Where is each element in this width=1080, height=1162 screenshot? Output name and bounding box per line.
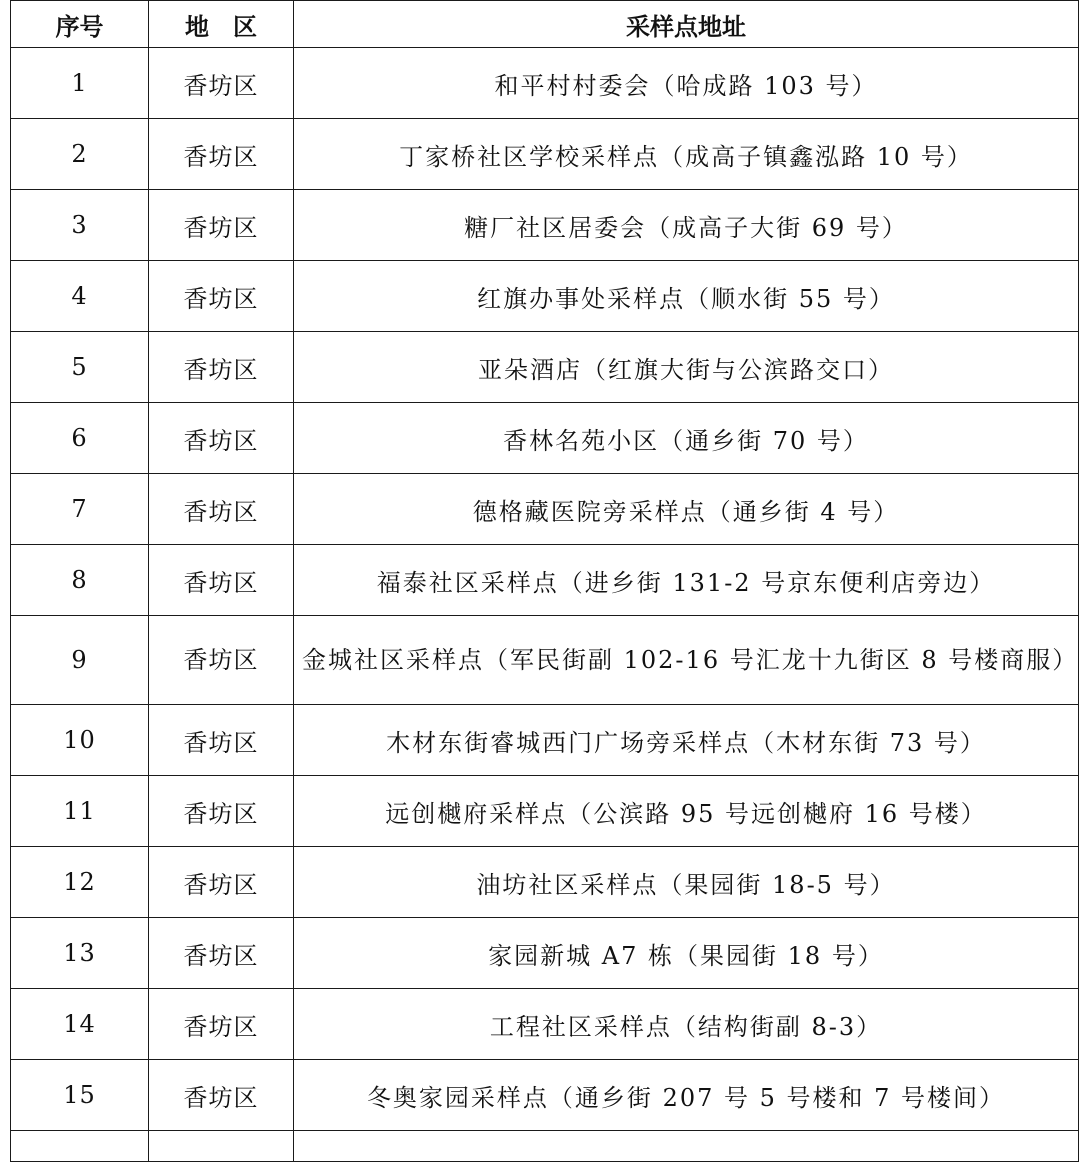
cell-district: 香坊区 — [149, 616, 294, 705]
cell-address: 远创樾府采样点（公滨路 95 号远创樾府 16 号楼） — [294, 776, 1079, 847]
cell-district: 香坊区 — [149, 989, 294, 1060]
table-row — [11, 705, 1079, 776]
header-district: 地 区 — [149, 1, 294, 48]
cell-district: 香坊区 — [149, 776, 294, 847]
cell-address: 工程社区采样点（结构街副 8-3） — [294, 989, 1079, 1060]
table-row — [11, 332, 1079, 403]
cell-district: 香坊区 — [149, 847, 294, 918]
cell-index: 9 — [11, 616, 149, 705]
cell-empty — [149, 1131, 294, 1162]
table-row — [11, 545, 1079, 616]
cell-district: 香坊区 — [149, 261, 294, 332]
cell-index: 15 — [11, 1060, 149, 1131]
table-row — [11, 776, 1079, 847]
cell-district: 香坊区 — [149, 190, 294, 261]
cell-address: 亚朵酒店（红旗大街与公滨路交口） — [294, 332, 1079, 403]
cell-district: 香坊区 — [149, 705, 294, 776]
table-row — [11, 190, 1079, 261]
table-row — [11, 48, 1079, 119]
cell-index: 5 — [11, 332, 149, 403]
cell-address: 冬奥家园采样点（通乡街 207 号 5 号楼和 7 号楼间） — [294, 1060, 1079, 1131]
cell-district: 香坊区 — [149, 474, 294, 545]
cell-index: 6 — [11, 403, 149, 474]
cell-index: 2 — [11, 119, 149, 190]
cell-address: 家园新城 A7 栋（果园街 18 号） — [294, 918, 1079, 989]
cell-index: 13 — [11, 918, 149, 989]
cell-address: 木材东街睿城西门广场旁采样点（木材东街 73 号） — [294, 705, 1079, 776]
cell-index: 10 — [11, 705, 149, 776]
table-row — [11, 989, 1079, 1060]
cell-index: 3 — [11, 190, 149, 261]
table-row — [11, 1060, 1079, 1131]
table-row — [11, 474, 1079, 545]
sampling-sites-table — [10, 0, 1079, 1162]
table-row-partial — [11, 1131, 1079, 1162]
cell-index: 7 — [11, 474, 149, 545]
cell-address: 金城社区采样点（军民街副 102-16 号汇龙十九街区 8 号楼商服） — [294, 616, 1079, 705]
cell-index: 11 — [11, 776, 149, 847]
cell-district: 香坊区 — [149, 332, 294, 403]
cell-address: 糖厂社区居委会（成高子大街 69 号） — [294, 190, 1079, 261]
cell-address: 香林名苑小区（通乡街 70 号） — [294, 403, 1079, 474]
cell-address: 红旗办事处采样点（顺水街 55 号） — [294, 261, 1079, 332]
table-row — [11, 119, 1079, 190]
table-row — [11, 918, 1079, 989]
cell-address: 油坊社区采样点（果园街 18-5 号） — [294, 847, 1079, 918]
cell-district: 香坊区 — [149, 918, 294, 989]
table-row — [11, 403, 1079, 474]
cell-empty — [294, 1131, 1079, 1162]
cell-index: 14 — [11, 989, 149, 1060]
cell-district: 香坊区 — [149, 403, 294, 474]
table-row — [11, 261, 1079, 332]
cell-address: 丁家桥社区学校采样点（成高子镇鑫泓路 10 号） — [294, 119, 1079, 190]
cell-district: 香坊区 — [149, 119, 294, 190]
cell-district: 香坊区 — [149, 48, 294, 119]
table-row — [11, 616, 1079, 705]
cell-address: 德格藏医院旁采样点（通乡街 4 号） — [294, 474, 1079, 545]
header-address: 采样点地址 — [294, 1, 1079, 48]
table-header-row — [11, 1, 1079, 48]
header-index: 序号 — [11, 1, 149, 48]
cell-empty — [11, 1131, 149, 1162]
cell-address: 和平村村委会（哈成路 103 号） — [294, 48, 1079, 119]
table-row — [11, 847, 1079, 918]
cell-district: 香坊区 — [149, 545, 294, 616]
cell-index: 1 — [11, 48, 149, 119]
cell-index: 12 — [11, 847, 149, 918]
cell-address: 福泰社区采样点（进乡街 131-2 号京东便利店旁边） — [294, 545, 1079, 616]
cell-district: 香坊区 — [149, 1060, 294, 1131]
cell-index: 4 — [11, 261, 149, 332]
cell-index: 8 — [11, 545, 149, 616]
